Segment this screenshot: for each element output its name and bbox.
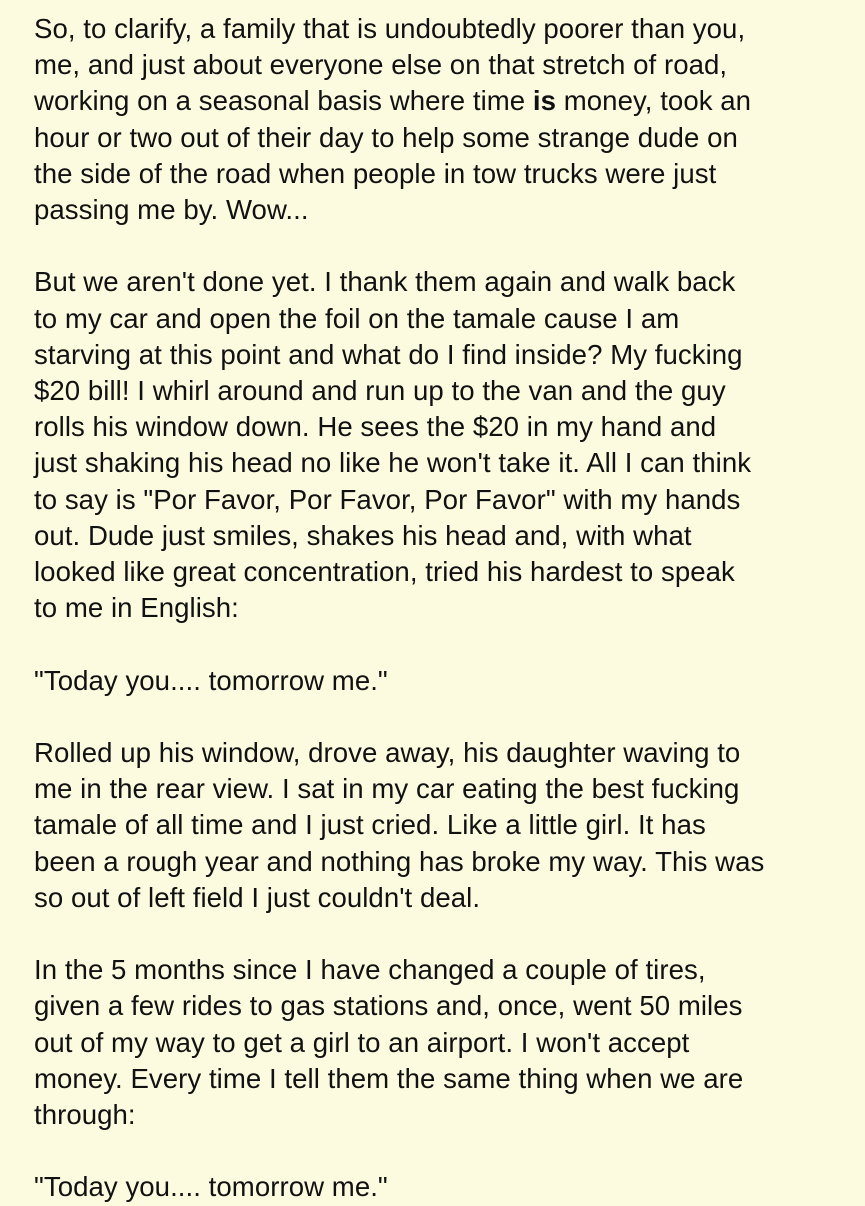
text-segment: working on a seasonal basis where time	[34, 85, 533, 117]
text-line: been a rough year and nothing has broke my way. This was	[34, 845, 765, 877]
text-line: out. Dude just smiles, shakes his head and, with what	[34, 519, 692, 551]
text-segment: money, took an	[556, 85, 752, 117]
paragraph-roadside-help	[34, 11, 835, 228]
quote-line: "Today you.... tomorrow me."	[34, 1171, 388, 1203]
text-line: out of my way to get a girl to an airport. I won't accept	[34, 1026, 690, 1058]
text-line: given a few rides to gas stations and, once, went 50 miles	[34, 990, 743, 1022]
text-line: rolls his window down. He sees the $20 in my hand and	[34, 411, 717, 443]
text-line: me in the rear view. I sat in my car eating the best fucking	[34, 773, 740, 805]
text-line: passing me by. Wow...	[34, 194, 309, 226]
emphasized-word: is	[532, 85, 557, 117]
text-line: tamale of all time and I just cried. Like a little girl. It has	[34, 809, 706, 841]
quote-line: "Today you.... tomorrow me."	[34, 664, 388, 696]
text-line: looked like great concentration, tried his hardest to speak	[34, 556, 735, 588]
text-line: me, and just about everyone else on that stretch of road,	[34, 49, 728, 81]
paragraph-twenty-dollar-bill	[34, 264, 835, 626]
text-line: hour or two out of their day to help some strange dude on	[34, 121, 738, 153]
text-line: just shaking his head no like he won't take it. All I can think	[34, 447, 752, 479]
text-line: Rolled up his window, drove away, his daughter waving to	[34, 737, 741, 769]
text-line: money. Every time I tell them the same thing when we are	[34, 1062, 744, 1094]
text-line: to my car and open the foil on the tamale cause I am	[34, 302, 680, 334]
paragraph-drove-away	[34, 735, 835, 916]
text-line: so out of left field I just couldn't deal.	[34, 881, 481, 913]
text-line	[34, 83, 835, 119]
text-line: In the 5 months since I have changed a couple of tires,	[34, 954, 706, 986]
paragraph-final-quote	[34, 1169, 835, 1205]
paragraph-five-months	[34, 952, 835, 1133]
text-line: the side of the road when people in tow trucks were just	[34, 157, 717, 189]
text-line: to me in English:	[34, 592, 239, 624]
text-line: But we aren't done yet. I thank them again and walk back	[34, 266, 736, 298]
text-line: starving at this point and what do I find inside? My fucking	[34, 338, 743, 370]
text-line: So, to clarify, a family that is undoubtedly poorer than you,	[34, 13, 746, 44]
text-line: through:	[34, 1099, 136, 1131]
text-line: to say is "Por Favor, Por Favor, Por Favor" with my hands	[34, 483, 741, 515]
paragraph-quote	[34, 663, 835, 699]
text-line: $20 bill! I whirl around and run up to the van and the guy	[34, 375, 726, 407]
